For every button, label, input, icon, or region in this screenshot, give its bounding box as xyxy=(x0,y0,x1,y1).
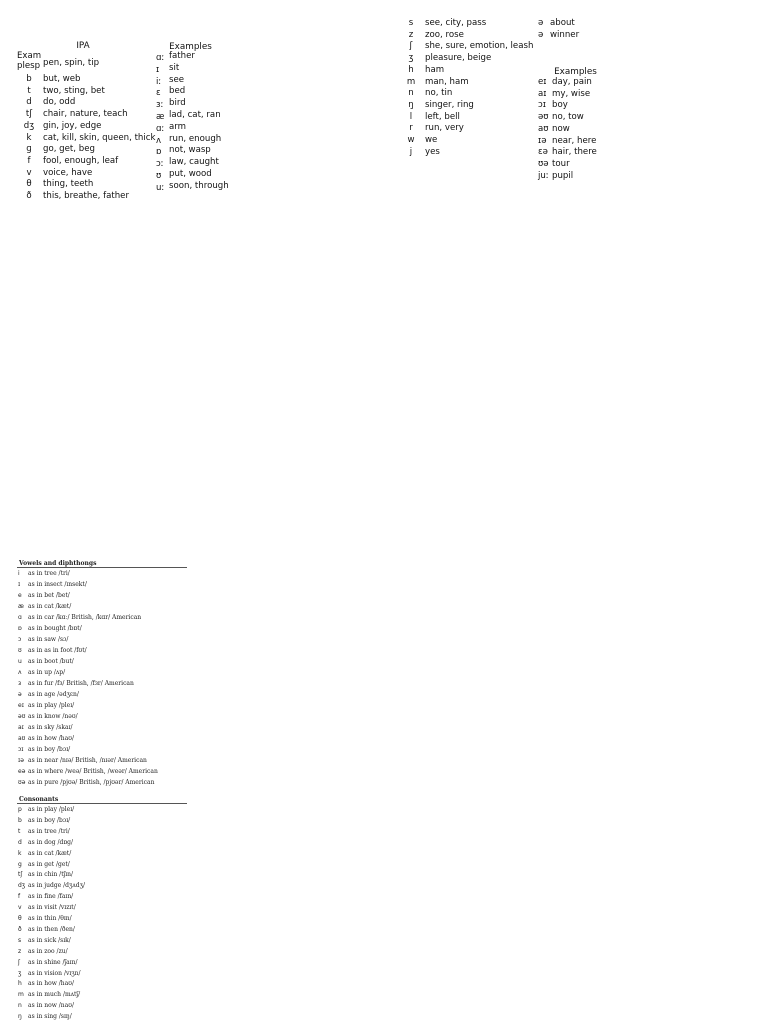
ipa-symbol: aɪ xyxy=(18,724,24,731)
example-words: bird xyxy=(169,98,186,109)
scan-entry xyxy=(18,839,73,846)
ipa-symbol: f xyxy=(18,893,21,901)
ipa-symbol: θ xyxy=(26,179,32,190)
scan-entry-text: as in vision /vɪʒn/ xyxy=(28,969,81,977)
ipa-symbol: f xyxy=(27,155,31,166)
ipa-symbol: ʒ xyxy=(408,53,414,64)
scan-entry-text: as in judge /dʒʌdʒ/ xyxy=(28,882,86,890)
ipa-symbol: ɑː xyxy=(156,123,165,134)
ipa-symbol: ʊ xyxy=(156,171,162,181)
scan-entry-text: as in get /get/ xyxy=(28,860,70,868)
ipa-symbol: əʊ xyxy=(538,112,549,123)
ipa-symbol: t xyxy=(27,85,31,96)
scan-entry xyxy=(18,828,70,835)
scan-entry xyxy=(18,713,78,720)
ipa-symbol: ŋ xyxy=(18,1013,22,1021)
scan-entry-text: as in how /haʊ/ xyxy=(28,735,74,742)
ipa-symbol: z xyxy=(18,947,22,955)
ipa-symbol: s xyxy=(18,936,22,944)
scan-entry-text: as in car /kɑː/ British, /kɑr/ American xyxy=(28,614,142,621)
ipa-symbol: ɑː xyxy=(156,53,165,63)
section-divider xyxy=(17,803,187,804)
ipa-symbol: ŋ xyxy=(408,99,414,110)
ipa-symbol: ʃ xyxy=(409,41,413,52)
scan-entry xyxy=(18,570,70,577)
example-words: day, pain xyxy=(552,77,592,87)
example-words: not, wasp xyxy=(169,145,211,156)
ipa-symbol: θ xyxy=(18,915,22,922)
example-words: see xyxy=(169,74,185,85)
ipa-symbol: aʊ xyxy=(538,123,549,134)
example-words: man, ham xyxy=(425,76,469,87)
ipa-symbol: ə xyxy=(538,18,544,28)
scan-entry-text: as in boot /but/ xyxy=(28,658,74,665)
example-words: left, bell xyxy=(425,111,460,122)
ipa-header: IPA xyxy=(76,41,90,51)
scan-entry-text: as in near /nɪə/ British, /nɪər/ American xyxy=(28,757,147,764)
scan-entry xyxy=(18,625,82,632)
scan-entry xyxy=(18,592,70,599)
ipa-symbol: dʒ xyxy=(18,882,26,890)
example-words: see, city, pass xyxy=(425,18,487,28)
ipa-symbol: ʊ xyxy=(18,647,22,654)
ipa-symbol: i xyxy=(18,570,20,577)
example-words: now xyxy=(552,123,570,134)
ipa-symbol: ʒ xyxy=(18,969,22,977)
scan-entry-text: as in age /ədʒɛn/ xyxy=(28,691,79,698)
ipa-symbol: k xyxy=(18,849,22,857)
ipa-symbol: ɔɪ xyxy=(538,100,546,111)
example-words: do, odd xyxy=(43,97,76,108)
scan-entry xyxy=(18,948,68,955)
ipa-symbol: v xyxy=(18,904,22,912)
ipa-symbol: æ xyxy=(18,603,24,610)
ipa-symbol: ʊə xyxy=(538,158,549,169)
ipa-symbol: ɪ xyxy=(156,64,160,75)
ipa-symbol: n xyxy=(408,88,414,99)
ipa-symbol: ɒ xyxy=(18,625,22,632)
ipa-symbol: ʃ xyxy=(18,958,21,966)
scan-entry-text: as in tree /tri/ xyxy=(28,570,70,577)
ipa-symbol: ɪ xyxy=(18,581,21,588)
ipa-symbol: b xyxy=(26,74,32,84)
example-words: winner xyxy=(550,29,580,40)
ipa-symbol: m xyxy=(406,76,416,87)
example-words: voice, have xyxy=(43,167,93,178)
ipa-symbol: ð xyxy=(26,191,32,201)
ipa-symbol: uː xyxy=(156,182,165,193)
scan-entry-text: as in sing /sɪŋ/ xyxy=(28,1013,72,1021)
scan-entry xyxy=(18,817,70,824)
example-words: my, wise xyxy=(552,88,591,99)
ipa-symbol: ə xyxy=(538,29,544,40)
example-words: law, caught xyxy=(169,157,219,168)
first-col-header: Exam plesp xyxy=(17,51,42,71)
scan-entry xyxy=(18,779,154,786)
example-words: no, tin xyxy=(425,88,453,99)
ipa-symbol: ɔː xyxy=(156,159,164,170)
example-words: chair, nature, teach xyxy=(43,109,128,120)
vowels-section-title: Vowels and diphthongs xyxy=(19,560,97,567)
ipa-symbol: juː xyxy=(538,170,549,181)
ipa-symbol: tʃ xyxy=(18,871,23,879)
ipa-symbol: aʊ xyxy=(18,735,26,742)
example-words: bed xyxy=(169,86,186,97)
ipa-symbol: ɔɪ xyxy=(18,746,24,753)
ipa-symbol: j xyxy=(409,146,413,157)
scan-entry xyxy=(18,850,71,857)
example-words: lad, cat, ran xyxy=(169,110,221,120)
example-words: we xyxy=(425,135,438,145)
scan-entry-text: as in shine /ʃaɪn/ xyxy=(28,958,78,966)
ipa-symbol: w xyxy=(407,135,415,145)
scan-entry xyxy=(18,735,74,742)
scan-entry-text: as in much /mʌtʃ/ xyxy=(28,991,81,999)
scan-entry-text: as in fur /fɜ/ British, /fɜr/ American xyxy=(28,680,134,687)
example-words: zoo, rose xyxy=(425,29,464,40)
ipa-symbol: g xyxy=(18,860,22,868)
ipa-symbol: d xyxy=(26,97,32,108)
ipa-symbol: iː xyxy=(156,76,162,87)
ipa-symbol: p xyxy=(18,806,22,813)
example-words: gin, joy, edge xyxy=(43,120,102,131)
consonants-section-title: Consonants xyxy=(19,796,59,803)
ipa-symbol: ʊə xyxy=(18,779,26,786)
scan-entry xyxy=(18,937,71,944)
ipa-symbol: ɪə xyxy=(538,135,547,146)
example-words: near, here xyxy=(552,135,597,146)
scan-entry xyxy=(18,669,65,676)
scan-entry-text: as in where /weə/ British, /weər/ American xyxy=(28,768,158,775)
ipa-symbol: k xyxy=(26,132,32,143)
scan-entry xyxy=(18,980,74,987)
ipa-symbol: ɡ xyxy=(26,144,32,155)
scan-entry xyxy=(18,614,141,621)
scan-entry xyxy=(18,581,87,588)
scan-entry xyxy=(18,647,87,654)
example-words: two, sting, bet xyxy=(43,85,105,96)
ipa-symbol: e xyxy=(18,592,22,599)
ipa-symbol: eɪ xyxy=(18,702,24,709)
scan-entry xyxy=(18,1002,74,1009)
ipa-symbol: ɛ xyxy=(156,88,161,99)
ipa-symbol: eə xyxy=(18,768,26,775)
example-words: yes xyxy=(425,146,440,157)
scan-entry-text: as in chin /tʃɪn/ xyxy=(28,871,74,879)
ipa-symbol: t xyxy=(18,827,21,835)
ipa-symbol: ʌ xyxy=(18,669,22,676)
example-words: boy xyxy=(552,100,568,111)
scan-entry xyxy=(18,746,70,753)
ipa-symbol: d xyxy=(18,838,22,846)
ipa-symbol: l xyxy=(409,111,413,122)
first-example: pen, spin, tip xyxy=(43,58,100,68)
ipa-symbol: ɛə xyxy=(538,147,548,158)
scan-entry-text: as in insect /ɪnsekt/ xyxy=(28,581,87,588)
ipa-symbol: n xyxy=(18,1002,22,1010)
scan-entry xyxy=(18,959,77,966)
scan-entry xyxy=(18,768,158,775)
scan-entry-text: as in how /haʊ/ xyxy=(28,980,74,988)
example-words: tour xyxy=(552,158,570,169)
examples-header: Examples xyxy=(554,67,597,77)
ipa-symbol: əʊ xyxy=(18,713,26,720)
scan-entry-text: as in know /nəʊ/ xyxy=(28,713,78,720)
scan-entry-text: as in cat /kæt/ xyxy=(28,603,72,610)
scan-entry-text: as in visit /vɪzɪt/ xyxy=(28,904,76,912)
ipa-symbol: ɒ xyxy=(156,147,162,158)
ipa-symbol: b xyxy=(18,816,22,824)
example-words: hair, there xyxy=(552,147,597,158)
scan-entry-text: as in thin /θɪn/ xyxy=(28,915,72,922)
scan-entry-text: as in boy /bɔɪ/ xyxy=(28,816,71,824)
ipa-symbol: aɪ xyxy=(538,88,547,99)
scan-entry xyxy=(18,861,70,868)
scan-entry xyxy=(18,1013,72,1020)
scan-entry xyxy=(18,991,80,998)
example-words: put, wood xyxy=(169,169,212,179)
scan-entry xyxy=(18,658,74,665)
ipa-symbol: r xyxy=(409,123,413,134)
scan-entry xyxy=(18,806,74,813)
scan-entry-text: as in fine /faɪn/ xyxy=(28,893,74,901)
scan-entry-text: as in cat /kæt/ xyxy=(28,849,72,857)
example-words: run, enough xyxy=(169,133,222,144)
scan-entry xyxy=(18,893,73,900)
example-words: arm xyxy=(169,121,187,132)
scan-entry xyxy=(18,691,79,698)
example-words: fool, enough, leaf xyxy=(43,155,119,166)
ipa-symbol: ð xyxy=(18,925,22,933)
example-words: no, tow xyxy=(552,112,584,123)
scan-entry-text: as in saw /sɔ/ xyxy=(28,636,69,643)
ipa-symbol: h xyxy=(18,980,22,988)
scan-entry-text: as in zoo /zu/ xyxy=(28,947,68,955)
ipa-symbol: v xyxy=(26,167,32,178)
example-words: run, very xyxy=(425,123,464,134)
ipa-symbol: eɪ xyxy=(538,77,547,87)
example-words: ham xyxy=(425,64,445,75)
example-words: thing, teeth xyxy=(43,179,94,190)
ipa-symbol: ʌ xyxy=(156,135,162,146)
scan-entry xyxy=(18,603,71,610)
ipa-symbol: ɔ xyxy=(18,636,22,643)
ipa-symbol: u xyxy=(18,658,22,665)
example-words: this, breathe, father xyxy=(43,191,129,201)
scan-entry-text: as in as in foot /fʊt/ xyxy=(28,647,87,654)
ipa-symbol: ɜː xyxy=(156,100,164,111)
example-words: pupil xyxy=(552,170,574,181)
scan-entry-text: as in sick /sɪk/ xyxy=(28,936,71,944)
ipa-symbol: s xyxy=(408,18,414,28)
ipa-symbol: ɑ xyxy=(18,614,22,621)
scan-entry-text: as in sky /skaɪ/ xyxy=(28,724,73,731)
ipa-symbol: tʃ xyxy=(25,109,33,120)
scan-entry-text: as in pure /pjʊə/ British, /pjʊər/ American xyxy=(28,779,155,786)
ipa-symbol: ə xyxy=(18,691,22,698)
example-words: go, get, beg xyxy=(43,144,95,155)
examples-header: Examples xyxy=(169,42,212,52)
scan-entry-text: as in then /ðen/ xyxy=(28,925,75,933)
example-words: singer, ring xyxy=(425,99,474,110)
scan-entry-text: as in now /naʊ/ xyxy=(28,1002,74,1010)
example-words: cat, kill, skin, queen, thick xyxy=(43,132,156,143)
scan-entry-text: as in dog /dɒg/ xyxy=(28,838,74,846)
example-words: she, sure, emotion, leash xyxy=(425,41,534,52)
scan-entry xyxy=(18,904,76,911)
example-words: but, web xyxy=(43,74,81,84)
scan-entry xyxy=(18,757,147,764)
ipa-symbol: dʒ xyxy=(23,120,35,131)
scan-entry xyxy=(18,915,72,922)
example-words: pleasure, beige xyxy=(425,53,492,64)
example-words: sit xyxy=(169,62,180,73)
scan-entry xyxy=(18,702,74,709)
ipa-symbol: h xyxy=(408,64,414,75)
example-words: soon, through xyxy=(169,180,229,191)
scan-entry-text: as in play /pleɪ/ xyxy=(28,702,75,709)
scan-entry-text: as in up /ʌp/ xyxy=(28,669,66,676)
scan-entry-text: as in boy /bɔɪ/ xyxy=(28,746,71,753)
example-words: about xyxy=(550,18,575,28)
scan-entry xyxy=(18,882,85,889)
scan-entry-text: as in play /pleɪ/ xyxy=(28,806,75,813)
ipa-symbol: m xyxy=(18,991,24,999)
ipa-symbol: ɜ xyxy=(18,680,22,687)
scan-entry xyxy=(18,636,68,643)
ipa-symbol: æ xyxy=(156,112,165,122)
scan-entry xyxy=(18,970,81,977)
scan-entry xyxy=(18,724,73,731)
scan-entry xyxy=(18,871,73,878)
scan-entry-text: as in bought /bɒt/ xyxy=(28,625,82,632)
scan-entry-text: as in bet /bet/ xyxy=(28,592,70,599)
scan-entry-text: as in tree /tri/ xyxy=(28,827,70,835)
ipa-symbol: z xyxy=(408,29,414,40)
section-divider xyxy=(17,567,187,568)
example-words: father xyxy=(169,51,195,61)
ipa-symbol: ɪə xyxy=(18,757,24,764)
scan-entry xyxy=(18,926,75,933)
scan-entry xyxy=(18,680,134,687)
